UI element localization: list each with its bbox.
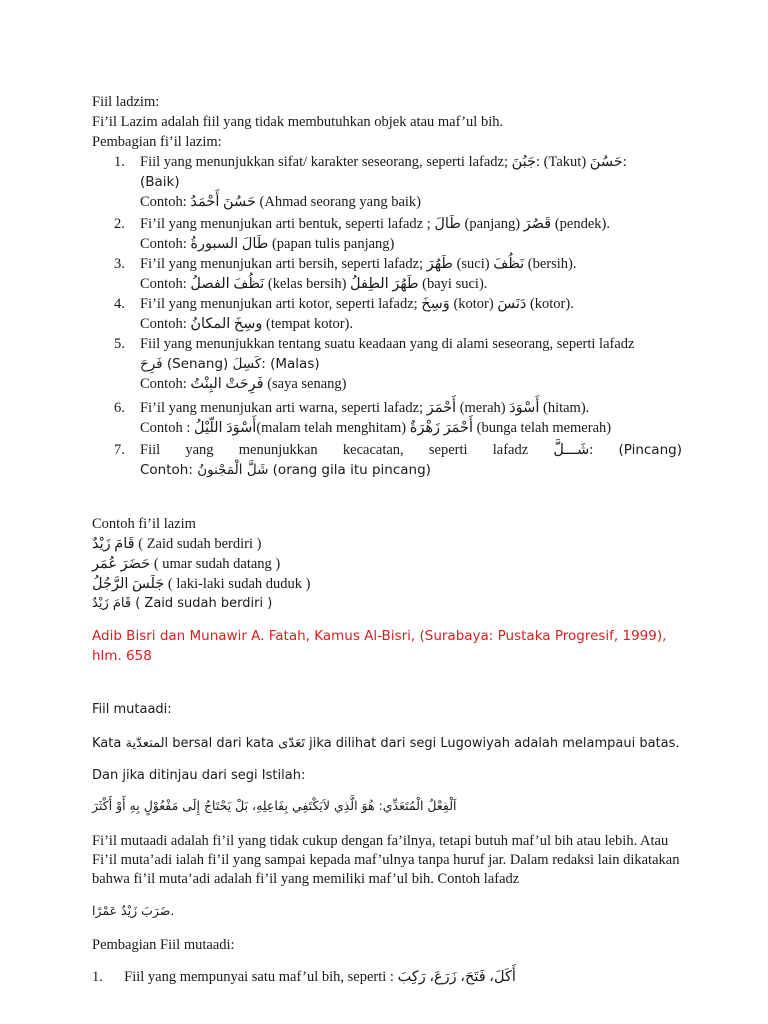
mutaadi-list-item: 1. Fiil yang mempunyai satu maf’ul bih, seperti : أَكَلَ، فَتَحَ، زَرَعَ، رَكِبَ	[92, 969, 516, 985]
list-item: 1. Fiil yang menunjukkan sifat/ karakter seseorang, seperti lafadz; جَبُنَ: (Takut) حَسُنَ: (Baik) Contoh: حَسُنَ أَحْمَدُ (Ahmad seorang yang baik)	[92, 152, 682, 212]
contoh-lafadz-arabic: ضَرَبَ زَيْدٌ عَمْرًا.	[92, 903, 175, 918]
item-text: Fi’il yang menunjukan arti kotor, seperti lafadz; وَسِخَ (kotor) دَنَسَ (kotor).	[140, 296, 574, 312]
heading-fiil-ladzim: Fiil ladzim:	[92, 94, 160, 110]
definition-fiil-ladzim: Fi’il Lazim adalah fiil yang tidak membutuhkan objek atau maf’ul bih.	[92, 114, 504, 130]
item-example: Contoh: وسِخَ المكانُ (tempat kotor).	[140, 316, 354, 332]
item-text-continued: فَرِحَ (Senang) كَسِلَ: (Malas)	[140, 356, 320, 372]
item-text: Fi’il yang menunjukan arti bersih, seperti lafadz; طَهُرَ (suci) نَظُفَ (bersih).	[140, 256, 577, 272]
item-example: Contoh: شَلَّ الْمَجْنونُ (orang gila itu pincang)	[140, 462, 431, 478]
list-item: 3. Fi’il yang menunjukan arti bersih, seperti lafadz; طَهُرَ (suci) نَظُفَ (bersih). Contoh: نَظُفَ الفصلُ (kelas bersih) طَهُرَ الطِفلُ (bayi suci).	[92, 254, 682, 294]
item-text-justified: Fiil yang menunjukkan kecacatan, seperti lafadz شَـــلَّ: (Pincang)	[140, 442, 682, 458]
heading-pembagian-mutaadi: Pembagian Fiil mutaadi:	[92, 937, 235, 953]
item-example: Contoh: فَرِحَتْ البِنْتُ (saya senang)	[140, 376, 347, 392]
item-text: Fi’il yang menunjukan arti bentuk, seperti lafadz ; طَالَ (panjang) قَصُرَ (pendek).	[140, 216, 610, 232]
item-example: Contoh: حَسُنَ أَحْمَدُ (Ahmad seorang yang baik)	[140, 194, 422, 210]
contoh-item: قَامَ زَيْدٌ ( Zaid sudah berdiri )	[92, 596, 273, 611]
arabic-definition: اَلْفِعْلُ الْمُتَعَدِّي: هُوَ الَّذِي لاَيَكْتَفِي بِفَاعِلِهِ، بَلْ يَحْتَاجُ إِلَى مَفْعُوْلٍ بِهِ أَوْ أَكْثَرَ	[92, 798, 457, 813]
list-item: 4. Fi’il yang menunjukan arti kotor, seperti lafadz; وَسِخَ (kotor) دَنَسَ (kotor). Contoh: وسِخَ المكانُ (tempat kotor).	[92, 294, 682, 334]
heading-fiil-mutaadi: Fiil mutaadi:	[92, 702, 172, 717]
item-text: Fiil yang menunjukkan sifat/ karakter seseorang, seperti lafadz; جَبُنَ: (Takut) حَسُنَ:	[140, 154, 627, 170]
citation-footnote: Adib Bisri dan Munawir A. Fatah, Kamus Al-Bisri, (Surabaya: Pustaka Progresif, 1999), hlm. 658	[92, 628, 667, 664]
contoh-item: حَضَرَ عُمَر ( umar sudah datang )	[92, 556, 281, 572]
kata-definition-line: Kata المتعدّية bersal dari kata تَعَدّى jika dilihat dari segi Lugowiyah adalah melampaui batas.	[92, 736, 680, 751]
list-item: 7. Fiil yang menunjukkan kecacatan, seperti lafadz شَـــلَّ: (Pincang) Contoh: شَلَّ الْمَجْنونُ (orang gila itu pincang)	[114, 442, 682, 478]
list-item: 2. Fi’il yang menunjukan arti bentuk, seperti lafadz ; طَالَ (panjang) قَصُرَ (pendek). Contoh: طَالَ السبورةُ (papan tulis panjang)	[92, 214, 682, 254]
contoh-item: قَامَ زَيْدٌ ( Zaid sudah berdiri )	[92, 536, 262, 552]
item-text: Fiil yang menunjukkan tentang suatu keadaan yang di alami seseorang, seperti lafadz	[140, 336, 635, 352]
definition-fiil-mutaadi: Fi’il mutaadi adalah fi’il yang tidak cukup dengan fa’ilnya, tetapi butuh maf’ul bih atau lebih. Atau Fi’il muta’adi ialah fi’il yang sampai kepada maf’ulnya tanpa huruf jar. Dalam redaksi lain dikatakan bahwa fi’il muta’adi adalah fi’il yang memiliki maf’ul bih. Contoh lafadz	[92, 833, 680, 887]
item-example: Contoh : أَسْوَدَ اللّيْلُ(malam telah menghitam) أَحْمَرَ زَهْرَةٌ (bunga telah memerah)	[140, 420, 612, 436]
item-text-continued: (Baik)	[140, 174, 180, 190]
item-text: Fi’il yang menunjukan arti warna, seperti lafadz; أَحْمَرَ (merah) أَسْوَدَ (hitam).	[140, 400, 590, 416]
list-item: 5. Fiil yang menunjukkan tentang suatu keadaan yang di alami seseorang, seperti lafadz فَرِحَ (Senang) كَسِلَ: (Malas) Contoh: فَرِحَتْ البِنْتُ (saya senang)	[92, 334, 682, 394]
list-item: 6. Fi’il yang menunjukan arti warna, seperti lafadz; أَحْمَرَ (merah) أَسْوَدَ (hitam). Contoh : أَسْوَدَ اللّيْلُ(malam telah menghitam) أَحْمَرَ زَهْرَةٌ (bunga telah memerah)	[92, 398, 682, 438]
item-example: Contoh: نَظُفَ الفصلُ (kelas bersih) طَهُرَ الطِفلُ (bayi suci).	[140, 276, 488, 292]
heading-pembagian-lazim: Pembagian fi’il lazim:	[92, 134, 222, 150]
istilah-line: Dan jika ditinjau dari segi Istilah:	[92, 768, 306, 783]
document-page	[92, 92, 682, 987]
item-example: Contoh: طَالَ السبورةُ (papan tulis panjang)	[140, 236, 395, 252]
pembagian-lazim-list	[92, 152, 682, 480]
heading-contoh-lazim: Contoh fi’il lazim	[92, 516, 196, 532]
contoh-item: جَلَسَ الرَّجُلُ ( laki-laki sudah duduk )	[92, 576, 311, 592]
